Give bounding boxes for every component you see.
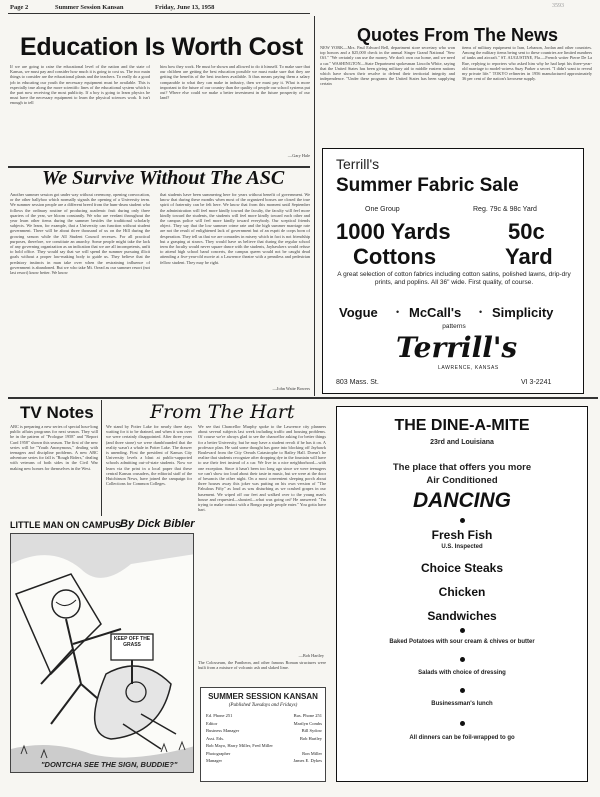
- terrills-logo-sub: LAWRENCE, KANSAS: [438, 365, 499, 371]
- terrills-pattern-simplicity: Simplicity: [492, 305, 554, 320]
- masthead-ed-phone: Ed. Phone 251: [206, 713, 233, 718]
- terrills-group-label: One Group: [365, 206, 400, 213]
- terrills-patterns-label: patterns: [442, 323, 466, 330]
- tv-notes-body: ABC is preparing a new series of special hour-long public affairs programs for next season. They will be in the pattern of "Prologue 1958" and "Report Card 1958" shown this season. The first of the new series will be "Youth Anonymous," dealing with teenagers and discipline problems. A new ABC adventure series for fall is "Rough Riders," dealing with veterans of both sides in the Civil War making new homes for themselves in the West.: [10, 424, 98, 471]
- terrills-reg-price: Reg. 79c & 98c Yard: [473, 206, 537, 213]
- masthead-person: Bill Sydow: [301, 728, 322, 733]
- editorial-education-col2: him how they work. He must be shown and allowed to do it himself. To make sure that our children are getting the best education possible we must make sure that they are getting the benefits of the best teachers available. It thus means paying them a salary comparable to what they can make in industry, then we must pay it. What is more important to the future of our country than the quality of people our school systems put out? Where else could we make a better investment in the future prosperity of our land?: [160, 64, 310, 101]
- dinamite-feature: Air Conditioned: [426, 475, 498, 486]
- hart-col2: We see that Chancellor Murphy spoke to the Lawrence city planners about several subjects last week including traffic and housing problems. Of course we're always glad to see the chancellor asking for better things for a better University, but he may have a student revolt if he has it on. A professor plan. He said some thought has gone into blocking off Jayhawk Boulevard from the City Oreads Catastrophe to Bailey Hall. Doesn't he realize that students recognize after dropping dye in the fountain will have to use their feet instead of a car. We live in a nice neighborhood—with one exception. Since it hasn't been too long ago since we were teenagers we can't show too loud about their taste in music, but we were at the door of besancis the other night. On a most convenient sleeping porch about three houses away this joker was putting on his own version of "The Fabulous Fifty" as loud as was disturbing as we crashed grapes in our basement. We wiped off our feet and walked over to the young man's house and requested—shouted—what was going on? He answered: "I'm trying to make contact with a Bongo purple people eater." You gotta have hart.: [198, 424, 326, 513]
- terrills-logo: [378, 333, 538, 375]
- dinamite-ad: [336, 406, 588, 782]
- editorial-education-col1: If we are going to raise the educational level of the nation and the state of Kansas, we must pay and consider how much it is going to cost us. The two main things to consider are the educational plants and the teachers. To really do a good job in educating our youth the necessary equipment must be available. This is especially true along the more scientific lines of the educational system which is the part now receiving the most publicity. If a boy is going to learn physics he must have the necessary equipment to learn the physical sciences work. It isn't enough to tell: [10, 64, 150, 106]
- editorial-asc-col1: Another summer session got under way without ceremony, opening convocation, or the other ballyhoo which normally signals the opening of a University term. We summer session people are a different breed from the hum-drum student who follows the ordinary routine of producing academic fruit during only three quarters of the year, we bloom constantly. We who are verdant throughout the year learn other items during the summer besides the traditional scholarly subjects. We learn, for example, that a University can function without student government. There will be about three thousand of us on the Hill during the growing season while the All Student Council recesses. For all practical purposes, therefore, we constitute an anarchy. Some people might take the lack of any governing organization as an indication that we are all incompetents, unfit to hold office. They would say that we will spend the summer pursuing illicit goals without a proper law-making body to guide us. They believe that the predatory instincts in man take over when the restraining influence of government is abandoned. But we who take Mt. Oread as our summer resort (not last resort) know better. We know: [10, 192, 150, 276]
- page-number: Page 2: [10, 4, 29, 11]
- hart-signature: —Bob Hartley: [298, 653, 324, 658]
- paper-name: Summer Session Kansan: [55, 4, 124, 11]
- dinamite-item-steaks: Choice Steaks: [420, 561, 504, 575]
- editorial-headline-asc: We Survive Without The ASC: [42, 167, 285, 189]
- tv-notes-headline: TV Notes: [20, 403, 94, 422]
- comic-author: By Dick Bibler: [120, 518, 195, 530]
- corner-number: 3593: [552, 3, 564, 9]
- bullet-icon: [337, 688, 587, 693]
- editorial-headline-education: Education Is Worth Cost: [20, 33, 303, 61]
- quotes-col1: NEW YORK—Mrs. Paul Edward Bell, department store secretary who won top honors and a $25,000 check in the annual Singer Grand National "Sew Off." "We certainly can use the money. We don't own our home, and we need a car." WASHINGTON—State Department spokesman Lincoln White, saying that the United States has been giving military aid to middle eastern nations which have shown their resolve to defend their territorial integrity and independence. "Under these programs the United States has been supplying certain: [320, 45, 455, 87]
- issue-date: Friday, June 13, 1958: [155, 4, 215, 11]
- bullet-icon: [337, 657, 587, 662]
- dinamite-footer: All dinners can be foil-wrapped to go: [409, 735, 515, 741]
- dinamite-name: THE DINE-A-MITE: [394, 417, 530, 434]
- masthead-title: SUMMER SESSION KANSAN: [208, 692, 318, 701]
- comic-title: LITTLE MAN ON CAMPUS: [10, 520, 121, 530]
- dinamite-tagline: The place that offers you more: [392, 462, 532, 473]
- bullet-icon: [337, 518, 587, 523]
- masthead-subtitle: (Published Tuesdays and Fridays): [228, 703, 298, 708]
- pattern-bullet-icon: •: [479, 307, 483, 317]
- hart-headline: From The Hart: [150, 401, 295, 423]
- masthead-box: [200, 687, 326, 782]
- terrills-headline: Summer Fabric Sale: [336, 175, 519, 196]
- dinamite-extra-lunch: Businessman's lunch: [431, 701, 493, 707]
- hart-col1: We stand by Potter Lake for nearly three days waiting for it to be drained, and when it was over we were certainly disappointed. After three years (and three stone) we were dumbfounded that the reality wasn't a whale in Potter Lake. The drawer is unending. First the president of Kansas City University levels a blast at public-supported schools admitting out-of-state students. Now we learn via the print in a local paper that these central Kansas crusaders, the editorial staff of the Hutchinson News, have joined the campaign for Collections for Common Colleges.: [106, 424, 192, 487]
- terrills-name: Terrill's: [336, 156, 380, 172]
- dinamite-item-fish: Fresh Fish: [431, 528, 493, 542]
- terrills-amount: 1000 Yards: [336, 219, 451, 244]
- bullet-icon: [337, 628, 587, 633]
- pattern-bullet-icon: •: [396, 307, 400, 317]
- masthead-role: Editor: [206, 720, 218, 726]
- masthead-role: Bob Mayo, Harry Miller, Fred Miller: [206, 743, 273, 748]
- terrills-ad: [322, 148, 584, 394]
- terrills-item: Cottons: [353, 244, 437, 269]
- editorial-asc-signature: —John Waite Bowers: [272, 386, 310, 391]
- editorial-asc-col2: that students have been summering here for years without benefit of government. We know that during these months when most of the organized bosses are closed the true spirit of fraternity can be felt here. We know that from this moment until September the administration will feel more kindly toward the faculty, the faculty will feel more kindly toward the students, the students will feel more kindly toward each other and the campus police will feel more kindly toward everybody. Our sceptical friends object. They say that the low summer crime rate and the high summer marriage rate are not the result of enlightened lack of government but of an esprit de corps born of desperation. They tell us that we are comrades in misery which in fact is not friendship but a grasping at straws. They would have us believe that during the regular school term the faculty would never square dance with the students, Jayhawkers would refuse to attend high school band concerts, the campus queen would not be caught dead attending a five-year-old movie at a Lawrence theatre with a penniless and pedestrian fellow student. They may be right.: [160, 192, 310, 265]
- masthead-role: Business Manager: [206, 728, 240, 733]
- dinamite-item-chicken: Chicken: [438, 585, 486, 599]
- terrills-logo-script: Terrill's: [396, 331, 518, 364]
- masthead-bus-phone: Bus. Phone 251: [293, 713, 322, 718]
- comic-sign-text: KEEP OFF THE GRASS: [113, 636, 151, 648]
- masthead-role: Photographer: [206, 750, 231, 756]
- masthead-person: Marilyn Combs: [293, 720, 322, 726]
- masthead-person: Bob Hartley: [299, 735, 322, 741]
- terrills-phone: VI 3-2241: [521, 379, 552, 386]
- dinamite-extra-salads: Salads with choice of dressing: [418, 670, 506, 676]
- terrills-address: 803 Mass. St.: [336, 379, 379, 386]
- dinamite-item-fish-sub: U.S. Inspected: [441, 544, 483, 550]
- terrills-pattern-mccalls: McCall's: [409, 305, 462, 320]
- masthead-role: Asst. Eds.: [206, 735, 225, 741]
- terrills-description: A great selection of cotton fabrics including cotton satins, polished lawns, drip-dry prints, and poplins. All 36" wide. First quality, of course.: [337, 271, 571, 286]
- bullet-icon: [337, 721, 587, 726]
- terrills-pattern-vogue: Vogue: [339, 305, 378, 320]
- terrills-unit: Yard: [505, 244, 553, 269]
- dinamite-item-sandwiches: Sandwiches: [427, 609, 497, 623]
- terrills-price: 50c: [508, 219, 545, 244]
- comic-illustration: [11, 534, 194, 773]
- masthead-staff: [206, 712, 322, 765]
- hart-col2b: The Colosseum, the Pantheon, and other famous Roman structures were built from a mixture of volcanic ash and slaked lime.: [198, 660, 326, 671]
- editorial-education-signature: —Gary Hale: [287, 153, 310, 158]
- quotes-col2: items of military equipment to Iran, Lebanon, Jordan and other countries. Among the military items being sent to these countries are limited numbers of tanks and aircraft." ST. AUGUSTINE, Fla.—French writer Pierre De La Rue, replying to reporters who asked him why he had kept his three-year-old marriage to model-actress Suzy Parker a secret. "I didn't want to reveal my private life." TOKYO refineries in 1956 manufactured approximately 36 per cent of the nation's kerosene supply.: [462, 45, 592, 82]
- masthead-person: Ron Miller: [302, 750, 322, 756]
- dinamite-address: 23rd and Louisiana: [430, 439, 494, 446]
- comic-panel: [10, 533, 194, 773]
- dinamite-dancing: DANCING: [413, 489, 511, 512]
- quotes-headline: Quotes From The News: [357, 25, 559, 45]
- dinamite-extra-potatoes: Baked Potatoes with sour cream & chives or butter: [389, 639, 535, 645]
- masthead-person: James E. Dykes: [293, 758, 322, 763]
- masthead-role: Manager: [206, 758, 222, 763]
- comic-caption: "DONTCHA SEE THE SIGN, BUDDIE?": [41, 760, 178, 769]
